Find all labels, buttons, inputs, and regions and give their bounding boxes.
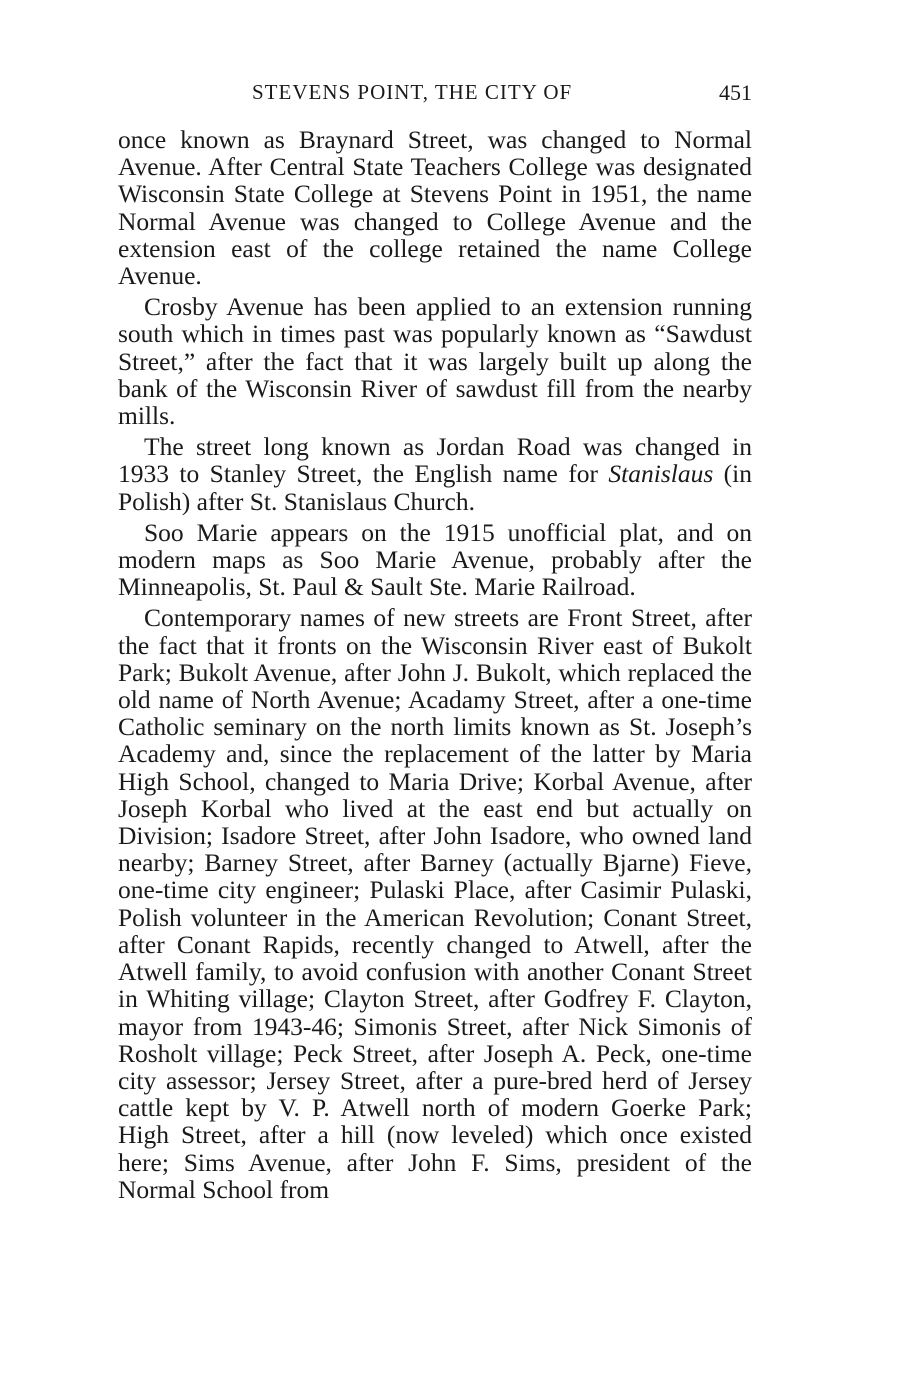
body-text <box>118 126 752 1207</box>
running-title: STEVENS POINT, THE CITY OF <box>252 80 573 104</box>
paragraph-college-avenue: once known as Braynard Street, was changed to Normal Avenue. After Central State Teachers College was designated Wisconsin State College at Stevens Point in 1951, the name Normal Avenue was changed to College Avenue and the extension east of the college retained the name College Avenue. <box>118 125 752 291</box>
running-head <box>118 80 752 112</box>
paragraph-stanley-street <box>118 433 752 515</box>
page-number: 451 <box>719 80 752 105</box>
paragraph-contemporary-streets: Contemporary names of new streets are Front Street, after the fact that it fronts on the Wisconsin River east of Bukolt Park; Bukolt Avenue, after John J. Bukolt, which replaced the old name of North Avenue; Acadamy Street, after a one-time Catholic seminary on the north limits known as St. Joseph’s Academy and, since the replacement of the latter by Maria High School, changed to Maria Drive; Korbal Avenue, after Joseph Korbal who lived at the east end but actually on Division; Isadore Street, after John Isadore, who owned land nearby; Barney Street, after Barney (actually Bjarne) Fieve, one-time city engineer; Pulaski Place, after Casimir Pulaski, Polish volunteer in the American Revolution; Conant Street, after Conant Rapids, recently changed to Atwell, after the Atwell family, to avoid confusion with another Conant Street in Whiting village; Clayton Street, after Godfrey F. Clayton, mayor from 1943-46; Simonis Street, after Nick Simonis of Rosholt village; Peck Street, after Joseph A. Peck, one-time city assessor; Jersey Street, after a pure-bred herd of Jersey cattle kept by V. P. Atwell north of modern Goerke Park; High Street, after a hill (now leveled) which once existed here; Sims Avenue, after John F. Sims, president of the Normal School from <box>118 603 752 1204</box>
paragraph-stanley-street-text-a: The street long known as Jordan Road was changed in 1933 to Stanley Street, the English name for <box>118 432 752 489</box>
italic-term-stanislaus: Stanislaus <box>608 459 714 489</box>
paragraph-crosby-avenue: Crosby Avenue has been applied to an extension running south which in times past was popularly known as “Sawdust Street,” after the fact that it was largely built up along the bank of the Wisconsin River of sawdust fill from the nearby mills. <box>118 292 752 431</box>
paragraph-soo-marie: Soo Marie appears on the 1915 unofficial plat, and on modern maps as Soo Marie Avenue, probably after the Minneapolis, St. Paul & Sault Ste. Marie Railroad. <box>118 517 752 602</box>
paragraph-stanley-street-text-b: (in Polish) after St. Stanislaus Church. <box>118 459 753 516</box>
